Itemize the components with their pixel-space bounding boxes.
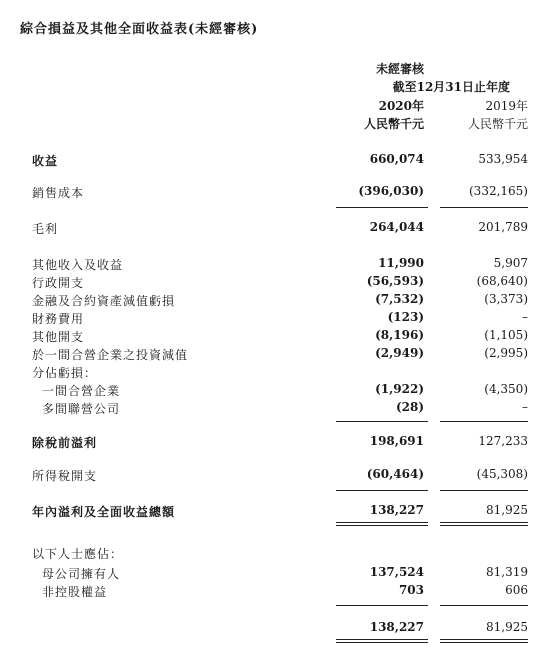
row-label: 除稅前溢利	[32, 436, 98, 450]
value-2019: (4,350)	[484, 382, 528, 396]
value-2019: 5,907	[493, 256, 528, 270]
total-double-rule	[336, 639, 428, 640]
value-2019: (3,373)	[484, 292, 528, 306]
value-2019: 606	[505, 583, 528, 597]
value-2020: (60,464)	[366, 467, 424, 481]
value-2020: (2,949)	[375, 346, 424, 360]
row-label: 分佔虧損：	[32, 366, 98, 380]
row-label: 一間合營企業	[42, 384, 121, 398]
table-row	[0, 328, 550, 346]
table-row	[0, 346, 550, 364]
header-year-current: 2020年	[378, 99, 424, 113]
row-label: 非控股權益	[42, 585, 108, 599]
row-label: 母公司擁有人	[42, 567, 121, 581]
value-2020: (56,593)	[366, 274, 424, 288]
total-double-rule	[440, 525, 528, 526]
value-2019: (2,995)	[484, 346, 528, 360]
total-double-rule	[336, 525, 428, 526]
total-double-rule	[440, 642, 528, 643]
row-label: 銷售成本	[32, 186, 85, 200]
row-label: 行政開支	[32, 276, 85, 290]
value-2019: (68,640)	[476, 274, 528, 288]
table-row	[0, 256, 550, 274]
value-2020: 11,990	[378, 256, 424, 270]
value-2020: (28)	[395, 400, 424, 414]
table-row	[0, 583, 550, 601]
value-2020: (7,532)	[375, 292, 424, 306]
subtotal-rule	[336, 490, 428, 491]
value-2020: 264,044	[369, 220, 424, 234]
row-label: 金融及合約資產減值虧損	[32, 294, 176, 308]
value-2019: (45,308)	[476, 467, 528, 481]
header-period: 截至12月31日止年度	[392, 80, 510, 94]
row-label: 財務費用	[32, 312, 85, 326]
table-row	[0, 565, 550, 583]
value-2019: 127,233	[478, 434, 528, 448]
subtotal-rule	[336, 207, 428, 208]
table-row	[0, 434, 550, 452]
header-unit-current: 人民幣千元	[363, 117, 424, 131]
row-label: 其他開支	[32, 330, 85, 344]
value-2020: 138,227	[369, 503, 424, 517]
table-row	[0, 152, 550, 170]
subtotal-rule	[336, 421, 428, 422]
value-2019: (1,105)	[484, 328, 528, 342]
row-label: 毛利	[32, 222, 59, 236]
table-row	[0, 467, 550, 485]
statement-title: 綜合損益及其他全面收益表(未經審核)	[20, 22, 259, 37]
value-2019: –	[522, 310, 528, 324]
table-row	[0, 503, 550, 521]
value-2020: 198,691	[369, 434, 424, 448]
table-row	[0, 292, 550, 310]
table-row	[0, 620, 550, 638]
table-row	[0, 274, 550, 292]
total-double-rule	[336, 522, 428, 523]
subtotal-rule	[440, 490, 528, 491]
table-row	[0, 310, 550, 328]
table-row	[0, 382, 550, 400]
row-label: 所得稅開支	[32, 469, 98, 483]
value-2020: 660,074	[369, 152, 424, 166]
table-row	[0, 184, 550, 202]
value-2020: 138,227	[369, 620, 424, 634]
value-2019: 533,954	[478, 152, 528, 166]
value-2020: (396,030)	[358, 184, 424, 198]
row-label: 以下人士應佔：	[32, 547, 124, 561]
header-year-prior: 2019年	[485, 99, 528, 113]
subtotal-rule	[440, 605, 528, 606]
total-double-rule	[336, 642, 428, 643]
table-row	[0, 400, 550, 418]
row-label: 年內溢利及全面收益總額	[32, 505, 176, 519]
row-label: 多間聯營公司	[42, 402, 121, 416]
total-double-rule	[440, 639, 528, 640]
row-label: 於一間合營企業之投資減值	[32, 348, 189, 362]
table-row	[0, 545, 550, 563]
value-2019: 81,925	[486, 620, 528, 634]
value-2019: –	[522, 400, 528, 414]
header-unaudited: 未經審核	[375, 62, 424, 76]
value-2020: 703	[398, 583, 424, 597]
subtotal-rule	[440, 421, 528, 422]
value-2019: 81,319	[486, 565, 528, 579]
value-2019: 81,925	[486, 503, 528, 517]
value-2020: (8,196)	[375, 328, 424, 342]
table-row	[0, 364, 550, 382]
header-unit-prior: 人民幣千元	[467, 117, 528, 131]
row-label: 收益	[32, 154, 59, 168]
value-2020: (123)	[387, 310, 424, 324]
value-2020: 137,524	[369, 565, 424, 579]
table-row	[0, 220, 550, 238]
total-double-rule	[440, 522, 528, 523]
subtotal-rule	[336, 605, 428, 606]
row-label: 其他收入及收益	[32, 258, 124, 272]
value-2020: (1,922)	[375, 382, 424, 396]
value-2019: (332,165)	[469, 184, 528, 198]
value-2019: 201,789	[478, 220, 528, 234]
subtotal-rule	[440, 207, 528, 208]
